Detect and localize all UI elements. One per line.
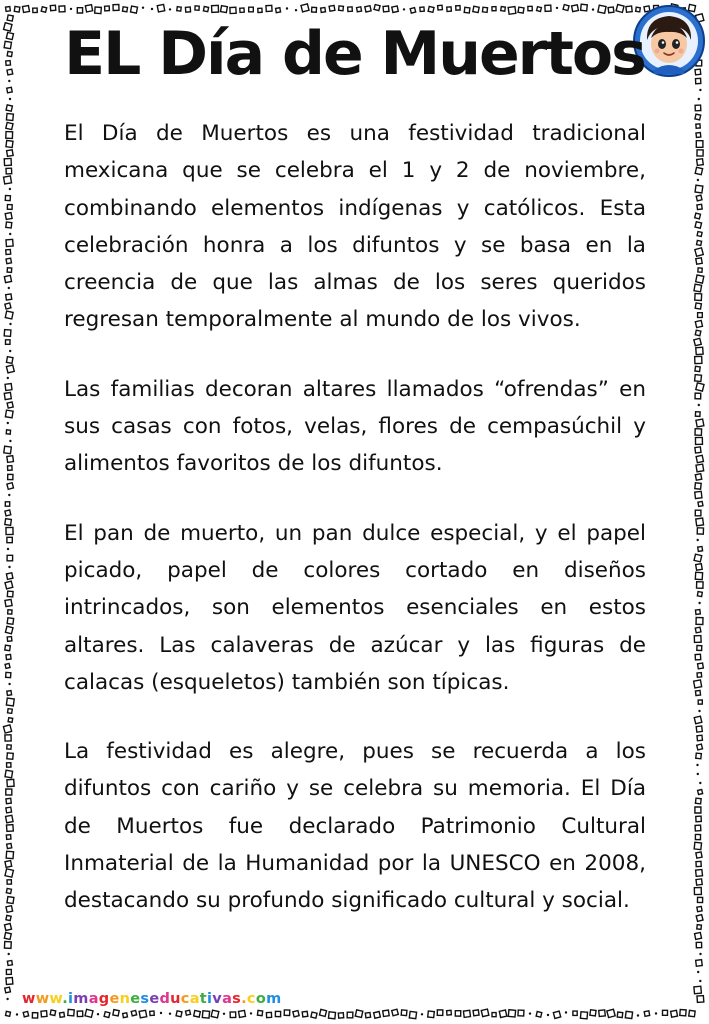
paragraph-4: La festividad es alegre, pues se recuerda a los difuntos con cariño y se celebra su memoria. El Día de Muertos fue declarado Patrimonio Cultural Inmaterial de la Humanidad por la UNESCO en 2008, destacando su profundo significado cultural y social. bbox=[64, 739, 646, 914]
paragraph-3: El pan de muerto, un pan dulce especial, y el papel picado, papel de colores cortado en diseños intrincados, son elementos esenciales en estos altares. Las calaveras de azúcar y las figuras de calacas (esqueletos) también son típicas. bbox=[64, 520, 646, 695]
paragraph-1: El Día de Muertos es una festividad tradicional mexicana que se celebra el 1 y 2 de noviembre, combinando elementos indígenas y católicos. Esta celebración honra a los difuntos y se basa en la creencia de que las almas de los seres queridos regresan temporalmente al mundo de los vivos. bbox=[64, 121, 646, 333]
footer-website[interactable]: www.imageneseducativas.com bbox=[22, 991, 282, 1007]
paragraph-2: Las familias decoran altares llamados “ofrendas” en sus casas con fotos, velas, flores de cempasúchil y alimentos favoritos de los difuntos. bbox=[64, 376, 646, 477]
page-title: EL Día de Muertos bbox=[64, 19, 645, 89]
document-body bbox=[64, 115, 646, 952]
